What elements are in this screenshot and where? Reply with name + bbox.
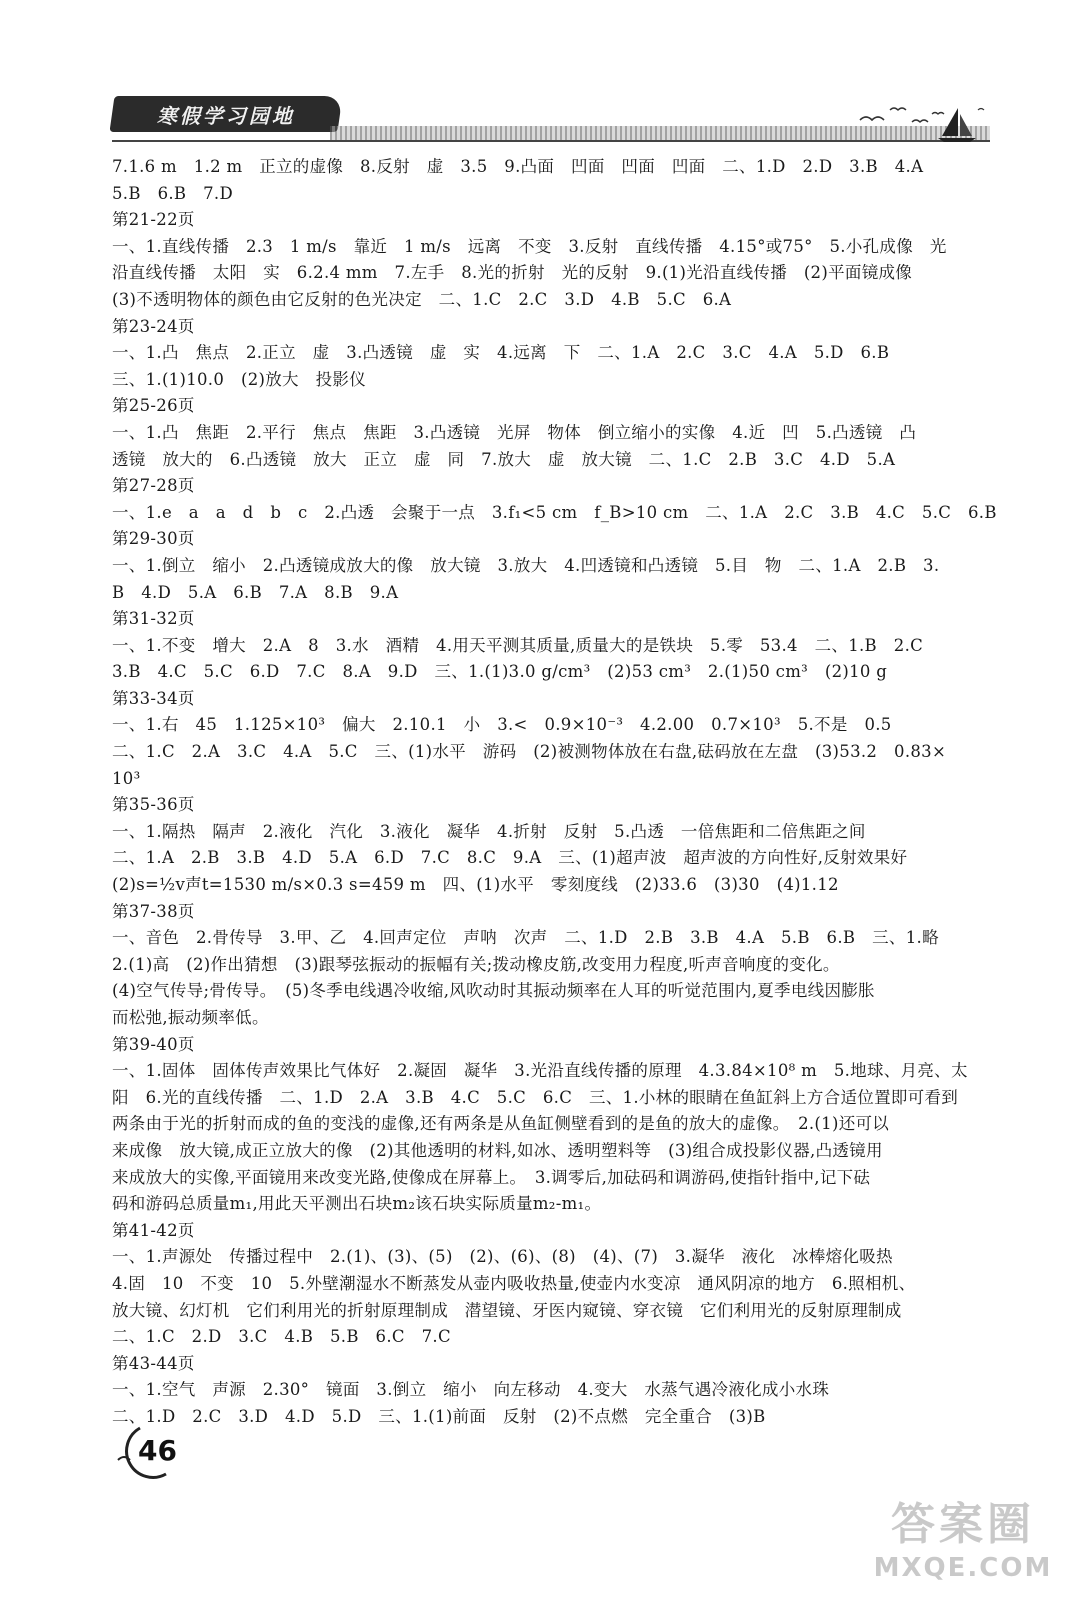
text-line: 而松弛,振动频率低。 [112,1008,269,1027]
page-range-heading: 第29-30页 [112,529,195,549]
text-line: (2)s=½v声t=1530 m/s×0.3 s=459 m 四、(1)水平 零刻度线 (2)33.6 (3)30 (4)1.12 [112,875,839,895]
text-line: 透镜 放大的 6.凸透镜 放大 正立 虚 同 7.放大 虚 放大镜 二、1.C 2.B 3.C 4.D 5.A [112,449,896,469]
text-line: 一、1.隔热 隔声 2.液化 汽化 3.液化 凝华 4.折射 反射 5.凸透 一倍焦距和二倍焦距之间 [112,821,866,841]
text-line: 一、1.凸 焦点 2.正立 虚 3.凸透镜 虚 实 4.远离 下 二、1.A 2.C 3.C 4.A 5.D 6.B [112,343,890,363]
page-number: 46 [138,1434,177,1467]
text-line: 5.B 6.B 7.D [112,183,234,203]
text-line: 一、音色 2.骨传导 3.甲、乙 4.回声定位 声呐 次声 二、1.D 2.B 3.B 4.A 5.B 6.B 三、1.略 [112,928,939,948]
text-line: 10³ [112,768,141,788]
page-range-heading: 第43-44页 [112,1353,195,1373]
text-line: 一、1.空气 声源 2.30° 镜面 3.倒立 缩小 向左移动 4.变大 水蒸气遇冷液化成小水珠 [112,1380,830,1400]
text-line: 一、1.倒立 缩小 2.凸透镜成放大的像 放大镜 3.放大 4.凹透镜和凸透镜 5.目 物 二、1.A 2.B 3. [112,555,940,575]
page-range-heading: 第39-40页 [112,1034,195,1054]
header-banner [109,96,342,132]
text-line: 2.(1)高 (2)作出猜想 (3)跟琴弦振动的振幅有关;拨动橡皮筋,改变用力程度,听声音响度的变化。 [112,954,840,974]
text-line: 沿直线传播 太阳 实 6.2.4 mm 7.左手 8.光的折射 光的反射 9.(1)光沿直线传播 (2)平面镜成像 [112,263,913,283]
text-line: 一、1.直线传播 2.3 1 m/s 靠近 1 m/s 远离 不变 3.反射 直线传播 4.15°或75° 5.小孔成像 光 [112,236,947,256]
birds-sailboat-icon [850,100,990,142]
text-line: 二、1.D 2.C 3.D 4.D 5.D 三、1.(1)前面 反射 (2)不点燃 完全重合 (3)B [112,1406,766,1426]
page-range-heading: 第35-36页 [112,795,195,815]
text-line: 一、1.凸 焦距 2.平行 焦点 焦距 3.凸透镜 光屏 物体 倒立缩小的实像 4.近 凹 5.凸透镜 凸 [112,422,917,442]
watermark [868,1498,1058,1594]
text-line: 二、1.C 2.D 3.C 4.B 5.B 6.C 7.C [112,1327,451,1347]
answer-content [112,154,1007,1431]
text-line: 4.固 10 不变 10 5.外壁潮湿水不断蒸发从壶内吸收热量,使壶内水变凉 通风阴凉的地方 6.照相机、 [112,1273,916,1293]
text-line: 二、1.C 2.A 3.C 4.A 5.C 三、(1)水平 游码 (2)被测物体放在右盘,砝码放在左盘 (3)53.2 0.83× [112,742,947,762]
page-range-heading: 第27-28页 [112,476,195,496]
text-line: (3)不透明物体的颜色由它反射的色光决定 二、1.C 2.C 3.D 4.B 5.C 6.A [112,289,732,309]
text-line: 阳 6.光的直线传播 二、1.D 2.A 3.B 4.C 5.C 6.C 三、1.小林的眼睛在鱼缸斜上方合适位置即可看到 [112,1087,959,1107]
text-line: 两条由于光的折射而成的鱼的变浅的虚像,还有两条是从鱼缸侧壁看到的是鱼的放大的虚像。 2.(1)还可以 [112,1114,890,1134]
text-line: 一、1.固体 固体传声效果比气体好 2.凝固 凝华 3.光沿直线传播的原理 4.3.84×10⁸ m 5.地球、月亮、太 [112,1061,968,1081]
watermark-url: MXQE.COM [873,1553,1053,1583]
page-range-heading: 第21-22页 [112,210,195,230]
page-range-heading: 第33-34页 [112,688,195,708]
text-line: 码和游码总质量m₁,用此天平测出石块m₂该石块实际质量m₂-m₁。 [112,1194,602,1214]
text-line: 二、1.A 2.B 3.B 4.D 5.A 6.D 7.C 8.C 9.A 三、(1)超声波 超声波的方向性好,反射效果好 [112,848,908,868]
page-range-heading: 第41-42页 [112,1220,195,1240]
text-line: 7.1.6 m 1.2 m 正立的虚像 8.反射 虚 3.5 9.凸面 凹面 凹面 凹面 二、1.D 2.D 3.B 4.A [112,157,924,176]
page-range-heading: 第23-24页 [112,316,195,336]
page-range-heading: 第37-38页 [112,901,195,921]
text-line: 一、1.声源处 传播过程中 2.(1)、(3)、(5) (2)、(6)、(8) (4)、(7) 3.凝华 液化 冰棒熔化吸热 [112,1247,893,1267]
text-line: B 4.D 5.A 6.B 7.A 8.B 9.A [112,582,399,602]
text-line: 一、1.右 45 1.125×10³ 偏大 2.10.1 小 3.< 0.9×10⁻³ 4.2.00 0.7×10³ 5.不是 0.5 [112,715,892,735]
text-line: 3.B 4.C 5.C 6.D 7.C 8.A 9.D 三、1.(1)3.0 g/cm³ (2)53 cm³ 2.(1)50 cm³ (2)10 g [112,662,888,682]
header-title: 寒假学习园地 [157,103,295,128]
text-line: 三、1.(1)10.0 (2)放大 投影仪 [112,369,367,389]
text-line: 一、1.e a a d b c 2.凸透 会聚于一点 3.f₁<5 cm f_B>10 cm 二、1.A 2.C 3.B 4.C 5.C 6.B [112,502,997,522]
page-range-heading: 第31-32页 [112,609,195,629]
text-line: 一、1.不变 增大 2.A 8 3.水 酒精 4.用天平测其质量,质量大的是铁块 5.零 53.4 二、1.B 2.C [112,635,924,655]
text-line: 放大镜、幻灯机 它们利用光的折射原理制成 潜望镜、牙医内窥镜、穿衣镜 它们利用光的反射原理制成 [112,1300,902,1320]
text-line: (4)空气传导;骨传导。 (5)冬季电线遇冷收缩,风吹动时其振动频率在人耳的听觉范围内,夏季电线因膨胀 [112,981,875,1001]
page-range-heading: 第25-26页 [112,396,195,416]
text-line: 来成放大的实像,平面镜用来改变光路,使像成在屏幕上。 3.调零后,加砝码和调游码,使指针指中,记下砝 [112,1167,871,1187]
text-line: 来成像 放大镜,成正立放大的像 (2)其他透明的材料,如冰、透明塑料等 (3)组合成投影仪器,凸透镜用 [112,1140,883,1160]
watermark-logo: 答案圈 [891,1499,1035,1550]
